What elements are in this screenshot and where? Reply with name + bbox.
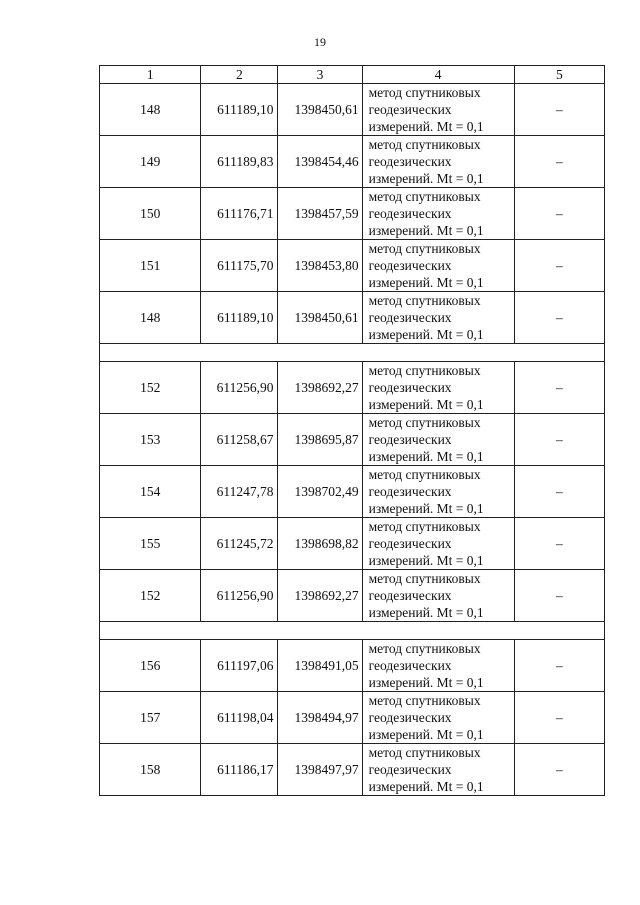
table-row [100, 292, 605, 344]
method-line: измерений. Mt = 0,1 [368, 223, 484, 238]
method-line: измерений. Mt = 0,1 [368, 553, 484, 568]
method-cell [362, 744, 514, 796]
method-cell [362, 84, 514, 136]
method-line: метод спутниковых [368, 571, 481, 586]
method-cell [362, 240, 514, 292]
method-line: измерений. Mt = 0,1 [368, 449, 484, 464]
x-coordinate-cell: 611256,90 [201, 570, 278, 622]
method-line: измерений. Mt = 0,1 [368, 327, 484, 342]
x-coordinate-cell: 611189,83 [201, 136, 278, 188]
note-cell: – [514, 414, 604, 466]
method-line: геодезических [368, 206, 452, 221]
method-line: геодезических [368, 102, 452, 117]
method-line: метод спутниковых [368, 693, 481, 708]
method-line: метод спутниковых [368, 467, 481, 482]
table-body [100, 66, 605, 796]
point-number-cell: 153 [100, 414, 201, 466]
point-number-cell: 152 [100, 570, 201, 622]
method-line: геодезических [368, 762, 452, 777]
x-coordinate-cell: 611256,90 [201, 362, 278, 414]
x-coordinate-cell: 611176,71 [201, 188, 278, 240]
header-col-3: 3 [278, 66, 362, 84]
note-cell: – [514, 292, 604, 344]
y-coordinate-cell: 1398497,97 [278, 744, 362, 796]
x-coordinate-cell: 611258,67 [201, 414, 278, 466]
header-col-1: 1 [100, 66, 201, 84]
method-line: измерений. Mt = 0,1 [368, 727, 484, 742]
point-number-cell: 152 [100, 362, 201, 414]
method-line: геодезических [368, 536, 452, 551]
method-line: измерений. Mt = 0,1 [368, 275, 484, 290]
table-header-row [100, 66, 605, 84]
method-line: метод спутниковых [368, 641, 481, 656]
method-line: геодезических [368, 710, 452, 725]
note-cell: – [514, 84, 604, 136]
method-cell [362, 692, 514, 744]
table-row [100, 466, 605, 518]
method-line: метод спутниковых [368, 137, 481, 152]
x-coordinate-cell: 611186,17 [201, 744, 278, 796]
method-line: метод спутниковых [368, 85, 481, 100]
method-line: геодезических [368, 380, 452, 395]
table-row [100, 692, 605, 744]
note-cell: – [514, 240, 604, 292]
y-coordinate-cell: 1398457,59 [278, 188, 362, 240]
group-separator-cell [100, 622, 605, 640]
point-number-cell: 158 [100, 744, 201, 796]
method-line: измерений. Mt = 0,1 [368, 119, 484, 134]
method-cell [362, 414, 514, 466]
x-coordinate-cell: 611175,70 [201, 240, 278, 292]
method-cell [362, 292, 514, 344]
note-cell: – [514, 744, 604, 796]
coordinates-table [99, 65, 605, 796]
note-cell: – [514, 692, 604, 744]
page-number: 19 [314, 35, 326, 49]
method-cell [362, 518, 514, 570]
y-coordinate-cell: 1398453,80 [278, 240, 362, 292]
method-line: метод спутниковых [368, 519, 481, 534]
note-cell: – [514, 136, 604, 188]
table-row [100, 188, 605, 240]
method-line: измерений. Mt = 0,1 [368, 501, 484, 516]
x-coordinate-cell: 611245,72 [201, 518, 278, 570]
note-cell: – [514, 640, 604, 692]
y-coordinate-cell: 1398491,05 [278, 640, 362, 692]
method-line: метод спутниковых [368, 415, 481, 430]
note-cell: – [514, 362, 604, 414]
point-number-cell: 150 [100, 188, 201, 240]
table-row [100, 518, 605, 570]
method-line: геодезических [368, 310, 452, 325]
method-line: метод спутниковых [368, 241, 481, 256]
note-cell: – [514, 466, 604, 518]
x-coordinate-cell: 611247,78 [201, 466, 278, 518]
y-coordinate-cell: 1398494,97 [278, 692, 362, 744]
method-line: метод спутниковых [368, 363, 481, 378]
x-coordinate-cell: 611189,10 [201, 84, 278, 136]
table-row [100, 240, 605, 292]
group-separator-row [100, 344, 605, 362]
note-cell: – [514, 518, 604, 570]
header-col-2: 2 [201, 66, 278, 84]
table-row [100, 362, 605, 414]
method-cell [362, 136, 514, 188]
table-row [100, 84, 605, 136]
method-line: измерений. Mt = 0,1 [368, 171, 484, 186]
y-coordinate-cell: 1398450,61 [278, 84, 362, 136]
table-row [100, 136, 605, 188]
method-line: метод спутниковых [368, 189, 481, 204]
method-line: метод спутниковых [368, 745, 481, 760]
note-cell: – [514, 188, 604, 240]
y-coordinate-cell: 1398702,49 [278, 466, 362, 518]
y-coordinate-cell: 1398692,27 [278, 362, 362, 414]
point-number-cell: 148 [100, 292, 201, 344]
point-number-cell: 149 [100, 136, 201, 188]
method-cell [362, 188, 514, 240]
method-line: измерений. Mt = 0,1 [368, 605, 484, 620]
header-col-5: 5 [514, 66, 604, 84]
point-number-cell: 157 [100, 692, 201, 744]
method-line: геодезических [368, 484, 452, 499]
method-cell [362, 640, 514, 692]
point-number-cell: 156 [100, 640, 201, 692]
point-number-cell: 154 [100, 466, 201, 518]
method-line: метод спутниковых [368, 293, 481, 308]
y-coordinate-cell: 1398450,61 [278, 292, 362, 344]
group-separator-row [100, 622, 605, 640]
table-row [100, 570, 605, 622]
point-number-cell: 155 [100, 518, 201, 570]
table-row [100, 414, 605, 466]
method-line: геодезических [368, 154, 452, 169]
method-line: геодезических [368, 588, 452, 603]
x-coordinate-cell: 611189,10 [201, 292, 278, 344]
method-line: геодезических [368, 658, 452, 673]
method-line: измерений. Mt = 0,1 [368, 675, 484, 690]
method-cell [362, 362, 514, 414]
table-row [100, 744, 605, 796]
x-coordinate-cell: 611197,06 [201, 640, 278, 692]
method-line: измерений. Mt = 0,1 [368, 397, 484, 412]
method-cell [362, 466, 514, 518]
y-coordinate-cell: 1398698,82 [278, 518, 362, 570]
header-col-4: 4 [362, 66, 514, 84]
point-number-cell: 151 [100, 240, 201, 292]
note-cell: – [514, 570, 604, 622]
method-line: измерений. Mt = 0,1 [368, 779, 484, 794]
method-cell [362, 570, 514, 622]
y-coordinate-cell: 1398695,87 [278, 414, 362, 466]
table-row [100, 640, 605, 692]
group-separator-cell [100, 344, 605, 362]
x-coordinate-cell: 611198,04 [201, 692, 278, 744]
method-line: геодезических [368, 432, 452, 447]
y-coordinate-cell: 1398454,46 [278, 136, 362, 188]
method-line: геодезических [368, 258, 452, 273]
point-number-cell: 148 [100, 84, 201, 136]
y-coordinate-cell: 1398692,27 [278, 570, 362, 622]
